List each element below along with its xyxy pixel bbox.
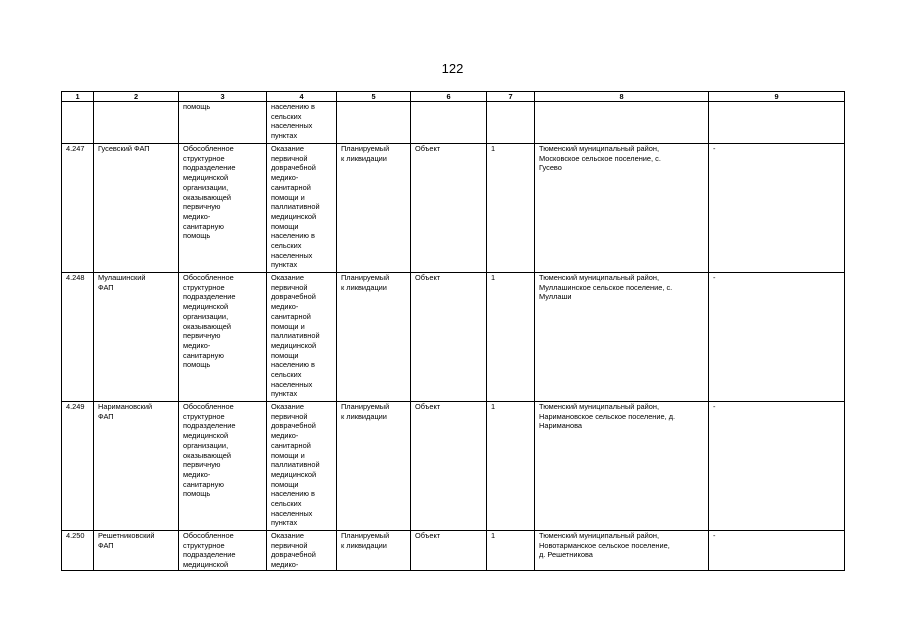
- cell-num: 4.250: [62, 531, 94, 571]
- cell-line: паллиативной: [271, 331, 320, 341]
- table-row: [62, 402, 845, 531]
- cell-kind: [179, 402, 267, 531]
- col-header: 1: [62, 92, 94, 102]
- cell-line: помощи: [271, 479, 299, 489]
- cell-line: санитарную: [183, 221, 224, 231]
- cell-line: первичную: [183, 202, 221, 212]
- cell-line: санитарную: [183, 479, 224, 489]
- header-row: [62, 92, 845, 102]
- cell-line: Тюменский муниципальный район,: [539, 531, 660, 540]
- cell-line: Наримановский: [98, 402, 153, 411]
- cell-line: оказывающей: [183, 192, 231, 202]
- cell-type: Объект: [411, 402, 487, 531]
- cell-location: [535, 273, 709, 402]
- cell-line: населению в: [271, 231, 315, 241]
- cell-line: населению в: [271, 360, 315, 370]
- cell-line: медико-: [271, 560, 299, 570]
- cell-type: Объект: [411, 531, 487, 571]
- cell-num: 4.249: [62, 402, 94, 531]
- table-row: [62, 273, 845, 402]
- cell-line: подразделение: [183, 550, 236, 560]
- cell-line: помощь: [183, 102, 211, 111]
- cell-qty: 1: [487, 402, 535, 531]
- cell-line: первичную: [183, 331, 221, 341]
- cell-kind: [179, 273, 267, 402]
- table-row: [62, 531, 845, 571]
- cell-line: медико-: [271, 302, 299, 312]
- cell-line: первичную: [183, 460, 221, 470]
- cell-line: Муллаши: [539, 292, 572, 302]
- cell-line: санитарной: [271, 440, 311, 450]
- cell-line: Обособленное: [183, 144, 234, 153]
- cell-status: [337, 144, 411, 273]
- cell-line: оказывающей: [183, 321, 231, 331]
- cell-line: Тюменский муниципальный район,: [539, 402, 660, 411]
- cell-line: Планируемый: [341, 144, 390, 153]
- cell-line: медико-: [271, 431, 299, 441]
- cell-purpose: [267, 531, 337, 571]
- cell-line: Тюменский муниципальный район,: [539, 144, 660, 153]
- cell-kind: [179, 531, 267, 571]
- table-row-continuation: [62, 102, 845, 144]
- cell-line: населенных: [271, 379, 313, 389]
- cell-line: Оказание: [271, 273, 304, 282]
- cell-line: ФАП: [98, 282, 114, 292]
- cell-qty: 1: [487, 144, 535, 273]
- cell-line: помощи: [271, 221, 299, 231]
- cell-line: Обособленное: [183, 531, 234, 540]
- cell-line: сельских: [271, 111, 302, 121]
- cell-line: помощь: [183, 360, 211, 370]
- cell-line: ФАП: [98, 540, 114, 550]
- cell-line: медико-: [183, 211, 211, 221]
- cell-line: населению в: [271, 489, 315, 499]
- cell-line: организации,: [183, 182, 229, 192]
- cell-num: 4.248: [62, 273, 94, 402]
- cell-line: медицинской: [271, 340, 317, 350]
- cell-line: пунктах: [271, 131, 298, 141]
- cell-line: Обособленное: [183, 273, 234, 282]
- cell-line: ФАП: [98, 411, 114, 421]
- cell-location: [535, 144, 709, 273]
- cell-line: населенных: [271, 508, 313, 518]
- objects-table: [61, 91, 845, 571]
- cell-line: санитарной: [271, 182, 311, 192]
- cell-line: медико-: [271, 173, 299, 183]
- cell-line: Обособленное: [183, 402, 234, 411]
- cell-line: первичной: [271, 153, 308, 163]
- col-header: 9: [709, 92, 845, 102]
- cell-line: паллиативной: [271, 460, 320, 470]
- cell-line: доврачебной: [271, 550, 316, 560]
- cell-kind: [179, 102, 267, 144]
- cell-line: населенных: [271, 250, 313, 260]
- col-header: 3: [179, 92, 267, 102]
- cell-line: Муллашинское сельское поселение, с.: [539, 282, 673, 292]
- cell-line: помощь: [183, 489, 211, 499]
- cell-line: оказывающей: [183, 450, 231, 460]
- cell-line: сельских: [271, 499, 302, 509]
- cell-purpose: [267, 144, 337, 273]
- cell-purpose: [267, 402, 337, 531]
- cell-line: медицинской: [183, 173, 229, 183]
- cell-line: подразделение: [183, 421, 236, 431]
- cell-line: организации,: [183, 440, 229, 450]
- cell-line: к ликвидации: [341, 411, 387, 421]
- cell-line: Мулашинский: [98, 273, 146, 282]
- cell-line: доврачебной: [271, 292, 316, 302]
- cell-line: Нариманова: [539, 421, 583, 431]
- cell-line: медицинской: [271, 211, 317, 221]
- cell-status: [337, 273, 411, 402]
- cell-line: помощи и: [271, 321, 305, 331]
- cell-status: [337, 531, 411, 571]
- page-number: 122: [441, 61, 464, 76]
- cell-line: доврачебной: [271, 421, 316, 431]
- cell-line: подразделение: [183, 163, 236, 173]
- cell-status: [337, 102, 411, 144]
- cell-line: сельских: [271, 370, 302, 380]
- cell-line: Наримановское сельское поселение, д.: [539, 411, 676, 421]
- cell-line: к ликвидации: [341, 540, 387, 550]
- cell-line: Новотарманское сельское поселение,: [539, 540, 670, 550]
- cell-purpose: [267, 273, 337, 402]
- col-header: 2: [94, 92, 179, 102]
- col-header: 8: [535, 92, 709, 102]
- cell-note: [709, 102, 845, 144]
- cell-note: -: [709, 144, 845, 273]
- cell-line: подразделение: [183, 292, 236, 302]
- cell-line: к ликвидации: [341, 282, 387, 292]
- cell-qty: 1: [487, 273, 535, 402]
- cell-line: д. Решетникова: [539, 550, 593, 560]
- cell-line: медицинской: [183, 431, 229, 441]
- cell-line: первичной: [271, 411, 308, 421]
- cell-line: паллиативной: [271, 202, 320, 212]
- cell-line: Гусево: [539, 163, 562, 173]
- cell-line: медицинской: [183, 302, 229, 312]
- table-row: [62, 144, 845, 273]
- cell-num: [62, 102, 94, 144]
- cell-line: санитарную: [183, 350, 224, 360]
- cell-note: -: [709, 531, 845, 571]
- cell-note: -: [709, 402, 845, 531]
- cell-line: к ликвидации: [341, 153, 387, 163]
- cell-line: медико-: [183, 340, 211, 350]
- cell-qty: [487, 102, 535, 144]
- cell-type: Объект: [411, 144, 487, 273]
- cell-line: сельских: [271, 241, 302, 251]
- cell-line: помощи: [271, 350, 299, 360]
- cell-location: [535, 102, 709, 144]
- cell-line: Оказание: [271, 144, 304, 153]
- cell-note: -: [709, 273, 845, 402]
- cell-line: медицинской: [271, 469, 317, 479]
- cell-name: [94, 402, 179, 531]
- cell-line: медицинской: [183, 560, 229, 570]
- col-header: 7: [487, 92, 535, 102]
- cell-line: Гусевский ФАП: [98, 144, 150, 153]
- cell-name: [94, 531, 179, 571]
- cell-line: организации,: [183, 311, 229, 321]
- cell-location: [535, 402, 709, 531]
- cell-line: помощь: [183, 231, 211, 241]
- cell-line: первичной: [271, 540, 308, 550]
- cell-line: пунктах: [271, 389, 298, 399]
- cell-type: Объект: [411, 273, 487, 402]
- cell-line: Решетниковский: [98, 531, 155, 540]
- cell-line: помощи и: [271, 192, 305, 202]
- cell-kind: [179, 144, 267, 273]
- cell-line: населению в: [271, 102, 315, 111]
- col-header: 5: [337, 92, 411, 102]
- cell-line: Планируемый: [341, 531, 390, 540]
- cell-line: структурное: [183, 411, 225, 421]
- cell-line: Оказание: [271, 402, 304, 411]
- cell-line: Тюменский муниципальный район,: [539, 273, 660, 282]
- cell-line: Московское сельское поселение, с.: [539, 153, 661, 163]
- cell-line: населенных: [271, 121, 313, 131]
- cell-line: медико-: [183, 469, 211, 479]
- cell-line: Планируемый: [341, 402, 390, 411]
- cell-purpose: [267, 102, 337, 144]
- cell-line: структурное: [183, 540, 225, 550]
- cell-line: первичной: [271, 282, 308, 292]
- cell-status: [337, 402, 411, 531]
- cell-name: [94, 273, 179, 402]
- cell-location: [535, 531, 709, 571]
- cell-line: Планируемый: [341, 273, 390, 282]
- cell-line: Оказание: [271, 531, 304, 540]
- cell-qty: 1: [487, 531, 535, 571]
- cell-line: помощи и: [271, 450, 305, 460]
- cell-line: структурное: [183, 282, 225, 292]
- col-header: 6: [411, 92, 487, 102]
- cell-name: [94, 102, 179, 144]
- cell-line: санитарной: [271, 311, 311, 321]
- col-header: 4: [267, 92, 337, 102]
- cell-line: структурное: [183, 153, 225, 163]
- cell-name: [94, 144, 179, 273]
- cell-type: [411, 102, 487, 144]
- cell-num: 4.247: [62, 144, 94, 273]
- cell-line: пунктах: [271, 518, 298, 528]
- cell-line: доврачебной: [271, 163, 316, 173]
- cell-line: пунктах: [271, 260, 298, 270]
